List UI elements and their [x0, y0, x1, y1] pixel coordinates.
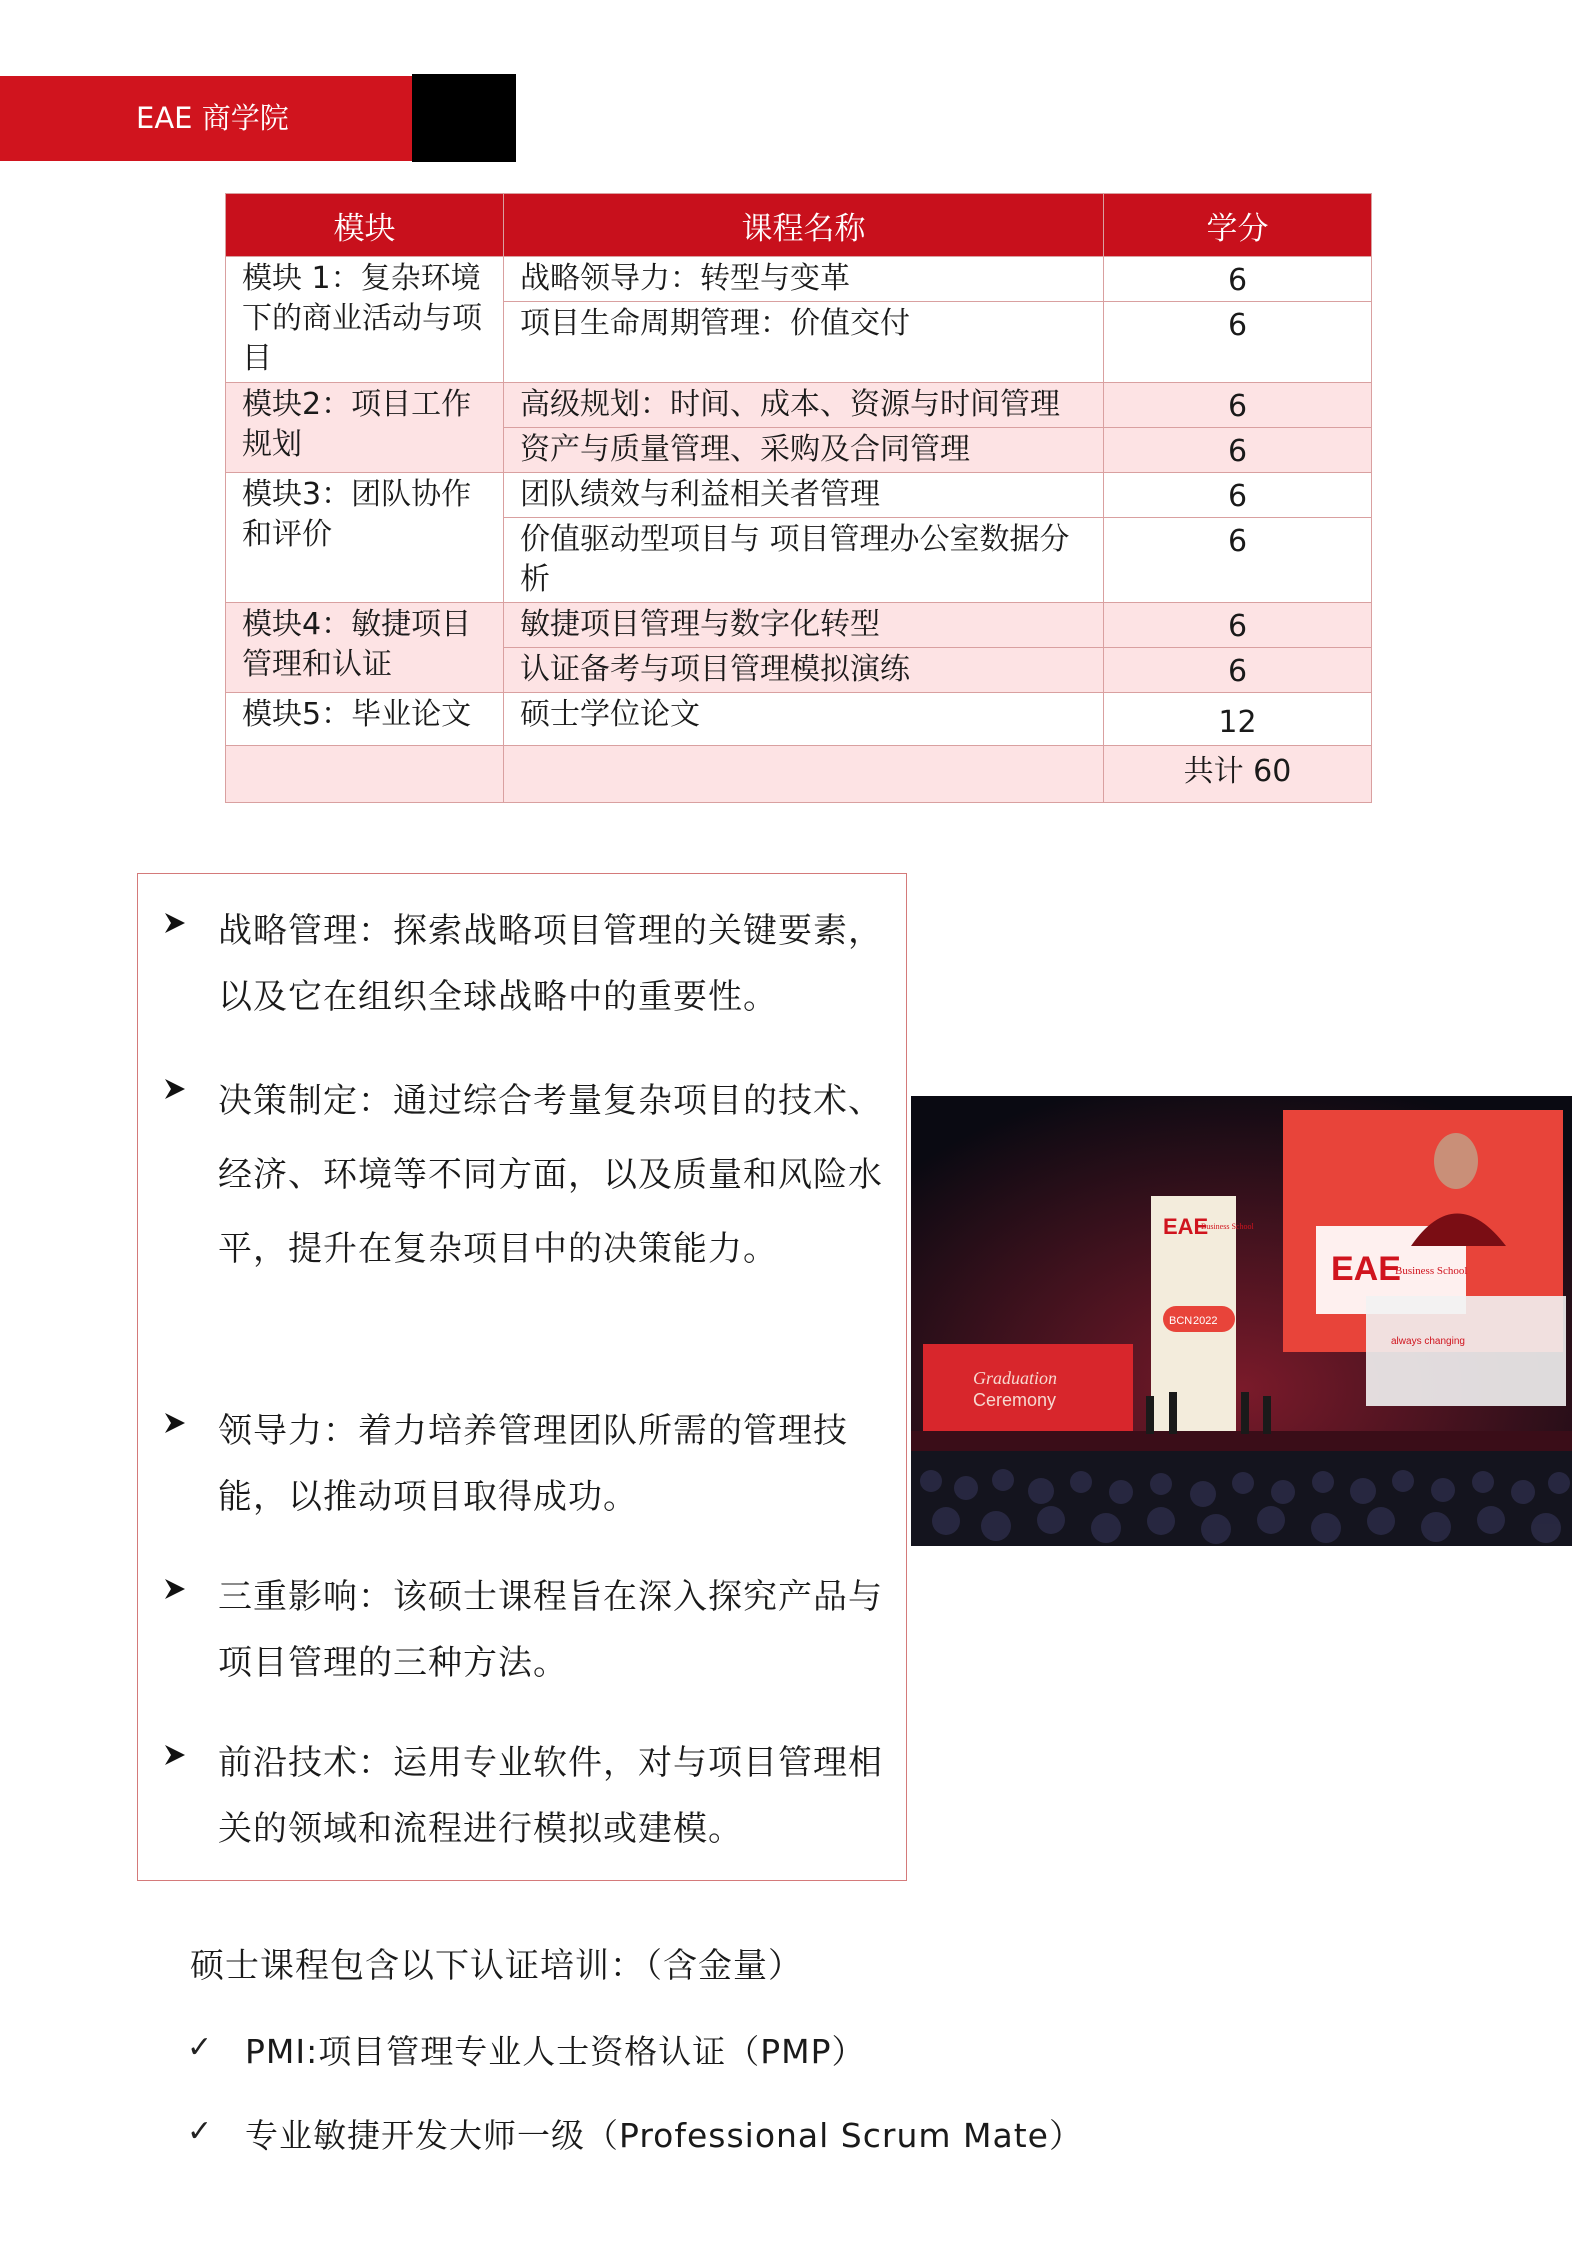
course-cell: 价值驱动型项目与 项目管理办公室数据分析	[504, 518, 1104, 603]
total-credits: 共计 60	[1104, 746, 1372, 803]
bullet-text: 战略管理：探索战略项目管理的关键要素，以及它在组织全球战略中的重要性。	[218, 911, 883, 1017]
bullet-text: 前沿技术：运用专业软件，对与项目管理相关的领域和流程进行模拟或建模。	[218, 1743, 883, 1849]
course-cell: 认证备考与项目管理模拟演练	[504, 648, 1104, 693]
arrowhead-icon	[162, 910, 188, 936]
empty-cell	[226, 746, 504, 803]
table-row	[226, 473, 1372, 518]
header-black-block	[412, 74, 516, 162]
arrowhead-icon	[162, 1576, 188, 1602]
course-cell: 硕士学位论文	[504, 693, 1104, 746]
header-banner	[0, 76, 412, 161]
ceremony-illustration	[911, 1096, 1572, 1546]
credit-cell: 6	[1104, 648, 1372, 693]
credit-cell: 12	[1104, 693, 1372, 746]
course-cell: 项目生命周期管理：价值交付	[504, 302, 1104, 383]
cert-item	[187, 2110, 1083, 2155]
course-cell: 团队绩效与利益相关者管理	[504, 473, 1104, 518]
credit-cell: 6	[1104, 518, 1372, 603]
course-cell: 战略领导力：转型与变革	[504, 257, 1104, 302]
arrowhead-icon	[162, 1742, 188, 1768]
bullet-text: 决策制定：通过综合考量复杂项目的技术、经济、环境等不同方面，以及质量和风险水平，提升在复杂项目中的决策能力。	[218, 1081, 883, 1269]
cert-text: 专业敏捷开发大师一级（Professional Scrum Mate）	[245, 2116, 1083, 2155]
table-row	[226, 603, 1372, 648]
highlights-box	[137, 873, 907, 1881]
banner-logo: EAE	[1163, 1214, 1209, 1239]
year-label: 2022	[1193, 1315, 1218, 1327]
module-cell: 模块2：项目工作规划	[226, 383, 504, 473]
credit-cell: 6	[1104, 603, 1372, 648]
credit-cell: 6	[1104, 302, 1372, 383]
course-cell: 资产与质量管理、采购及合同管理	[504, 428, 1104, 473]
cert-intro: 硕士课程包含以下认证培训：（含金量）	[190, 1946, 803, 1986]
credit-cell: 6	[1104, 428, 1372, 473]
bullet-text: 三重影响：该硕士课程旨在深入探究产品与项目管理的三种方法。	[218, 1577, 883, 1683]
module-cell: 模块3：团队协作和评价	[226, 473, 504, 603]
curriculum-table	[225, 193, 1372, 803]
screen-tag: always changing	[1391, 1336, 1465, 1347]
banner-logo-sub: Business School	[1201, 1222, 1254, 1231]
cert-text: PMI:项目管理专业人士资格认证（PMP）	[245, 2032, 866, 2071]
left-sign-line1: Graduation	[973, 1368, 1058, 1388]
table-header-row	[226, 194, 1372, 257]
credit-cell: 6	[1104, 473, 1372, 518]
bullet-text: 领导力：着力培养管理团队所需的管理技能，以推动项目取得成功。	[218, 1411, 848, 1517]
table-row	[226, 693, 1372, 746]
screen-logo-sub: Business School	[1395, 1265, 1468, 1277]
header-course: 课程名称	[504, 194, 1104, 257]
checkmark-icon: ✓	[187, 2114, 213, 2149]
credit-cell: 6	[1104, 383, 1372, 428]
left-sign-line2: Ceremony	[973, 1390, 1057, 1410]
table-total-row	[226, 746, 1372, 803]
module-cell: 模块 1：复杂环境下的商业活动与项目	[226, 257, 504, 383]
header-module: 模块	[226, 194, 504, 257]
empty-cell	[504, 746, 1104, 803]
screen-logo: EAE	[1331, 1250, 1401, 1288]
course-cell: 高级规划：时间、成本、资源与时间管理	[504, 383, 1104, 428]
arrowhead-icon	[162, 1076, 188, 1102]
module-cell: 模块4：敏捷项目管理和认证	[226, 603, 504, 693]
header-credits: 学分	[1104, 194, 1372, 257]
module-cell: 模块5：毕业论文	[226, 693, 504, 746]
table-row	[226, 257, 1372, 302]
arrowhead-icon	[162, 1410, 188, 1436]
table-row	[226, 383, 1372, 428]
bcn-label: BCN	[1169, 1315, 1193, 1327]
school-name: EAE 商学院	[136, 101, 289, 135]
checkmark-icon: ✓	[187, 2030, 213, 2065]
credit-cell: 6	[1104, 257, 1372, 302]
cert-item	[187, 2026, 866, 2071]
graduation-ceremony-photo	[911, 1096, 1572, 1546]
course-cell: 敏捷项目管理与数字化转型	[504, 603, 1104, 648]
